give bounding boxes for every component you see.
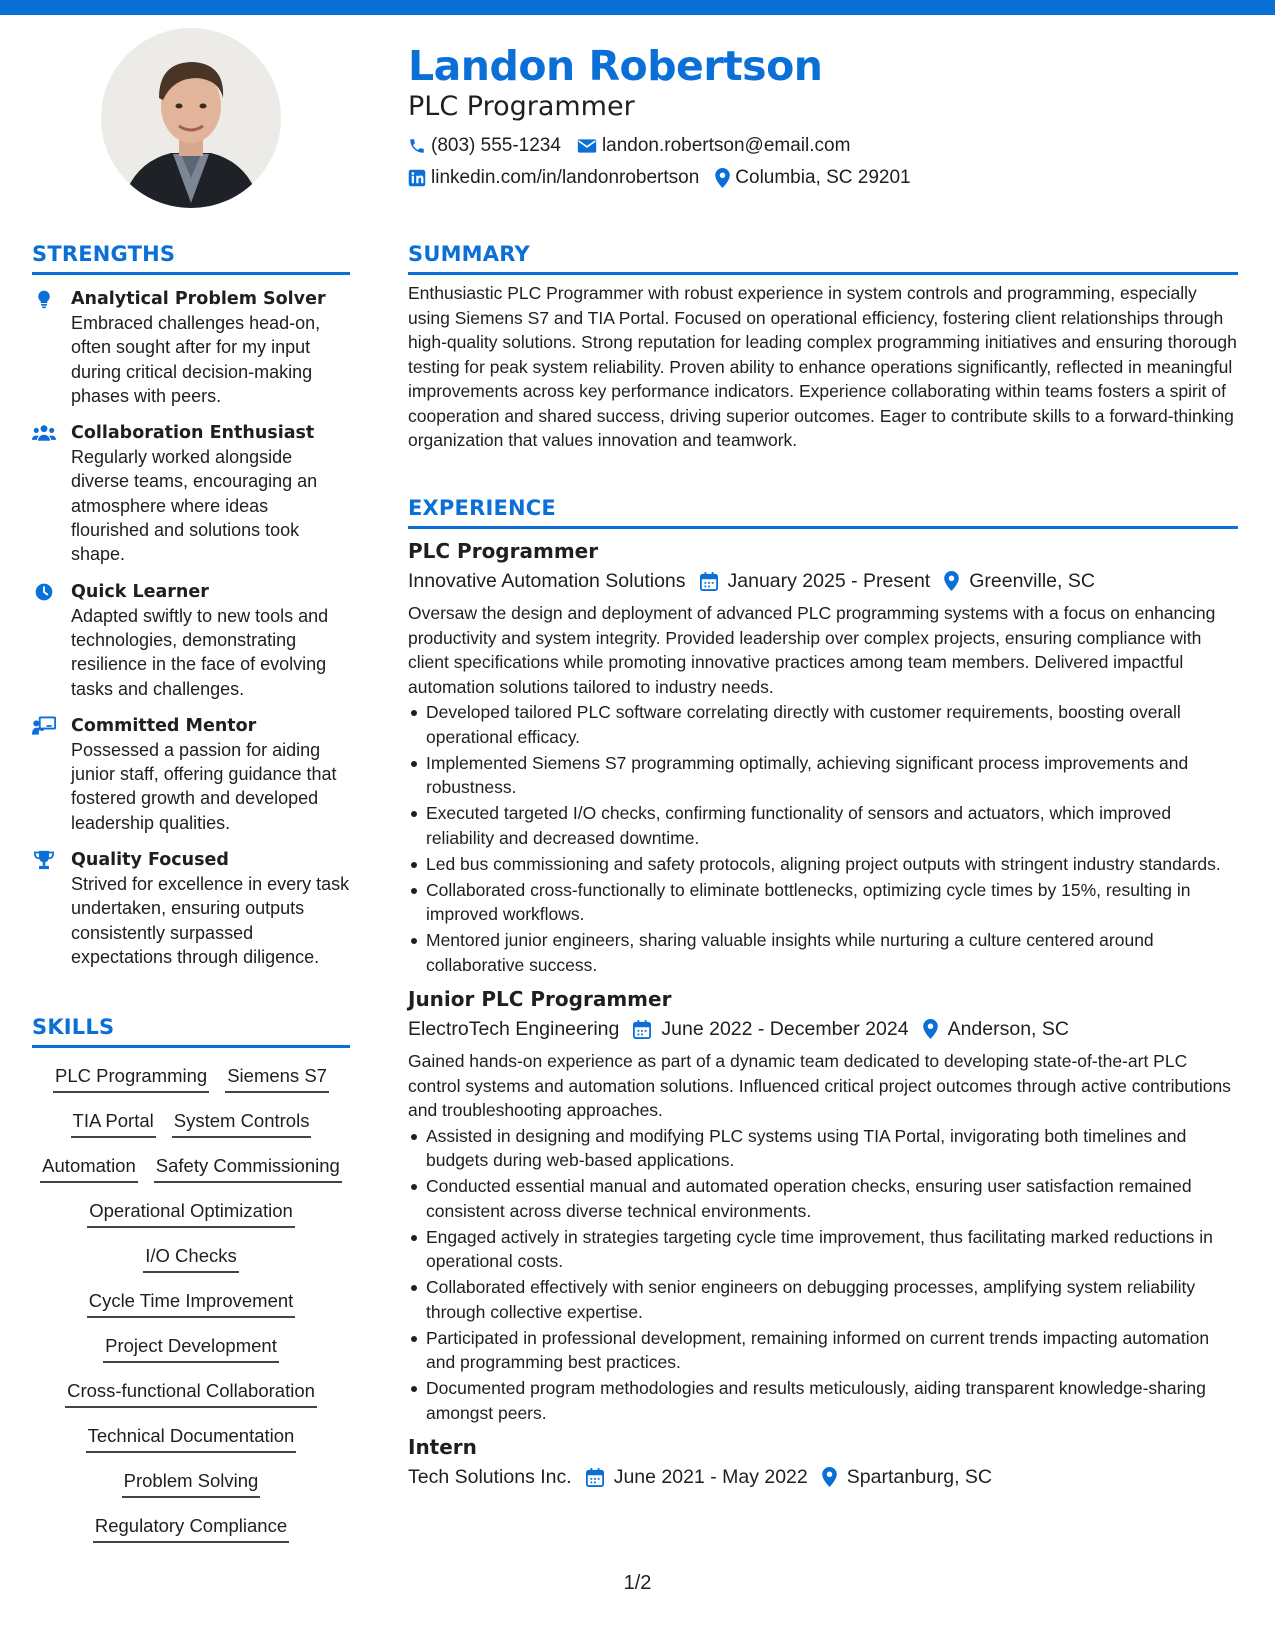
location	[715, 165, 910, 191]
skill-tag: PLC Programming	[53, 1063, 209, 1093]
job-entry	[408, 985, 1238, 1425]
section-rule	[408, 526, 1238, 529]
strengths-section	[32, 240, 350, 982]
strength-desc: Embraced challenges head-on, often sought after for my input during critical decision-making phases with peers.	[71, 313, 321, 406]
skill-tag: Regulatory Compliance	[93, 1513, 289, 1543]
list-item: Developed tailored PLC software correlating directly with customer requirements, boosting overall operational efficacy.	[426, 700, 1238, 749]
calendar-icon	[586, 1468, 604, 1487]
strength-item	[32, 848, 350, 969]
job-company: Innovative Automation Solutions	[408, 570, 686, 592]
list-item: Mentored junior engineers, sharing valuable insights while nurturing a culture centered around collaborative success.	[426, 928, 1238, 977]
strength-desc: Possessed a passion for aiding junior staff, offering guidance that fostered growth and developed leadership qualities.	[71, 739, 337, 833]
skill-tag: Siemens S7	[225, 1063, 329, 1093]
skill-tag: TIA Portal	[71, 1108, 156, 1138]
contact-row-1	[408, 130, 1228, 162]
candidate-name: Landon Robertson	[408, 42, 823, 90]
map-pin-icon	[944, 571, 959, 591]
job-entry	[408, 1433, 1238, 1491]
skill-tag: Safety Commissioning	[154, 1153, 342, 1183]
skill-tag: Automation	[40, 1153, 138, 1183]
email-text: landon.robertson@email.com	[601, 135, 851, 156]
skill-row	[32, 1063, 350, 1108]
map-pin-icon	[923, 1019, 938, 1039]
strength-title: Quick Learner	[71, 581, 209, 602]
strength-item	[32, 580, 350, 701]
list-item: Assisted in designing and modifying PLC systems using TIA Portal, invigorating both timelines and budgets during web-based applications.	[426, 1124, 1238, 1173]
strength-item	[32, 714, 350, 835]
list-item: Collaborated effectively with senior engineers on debugging processes, amplifying system reliability through collective expertise.	[426, 1275, 1238, 1324]
strength-title: Collaboration Enthusiast	[71, 423, 315, 444]
list-item: Executed targeted I/O checks, confirming functionality of sensors and actuators, which improved reliability and decreased downtime.	[426, 801, 1238, 850]
job-role: Junior PLC Programmer	[408, 987, 672, 1011]
job-bullets	[408, 700, 1238, 977]
experience-section	[408, 494, 1238, 1497]
experience-heading: EXPERIENCE	[408, 496, 556, 520]
clock-icon	[32, 582, 56, 602]
email[interactable]	[577, 133, 850, 159]
job-dates: January 2025 - Present	[727, 570, 931, 592]
job-role: Intern	[408, 1435, 477, 1459]
skills-heading-block	[32, 1013, 350, 1048]
chalkboard-teacher-icon	[32, 716, 56, 736]
skill-row	[32, 1468, 350, 1513]
summary-heading: SUMMARY	[408, 242, 530, 266]
strength-item	[32, 421, 350, 566]
skill-row	[32, 1153, 350, 1198]
section-rule	[408, 272, 1238, 275]
skill-tag: Project Development	[103, 1333, 279, 1363]
list-item: Participated in professional development, remaining informed on current trends impacting automation and programming best practices.	[426, 1326, 1238, 1375]
skill-tag: I/O Checks	[143, 1243, 239, 1273]
job-title: PLC Programmer	[408, 91, 635, 122]
skill-tag: Cross-functional Collaboration	[65, 1378, 317, 1408]
skill-row	[32, 1108, 350, 1153]
profile-photo	[101, 28, 281, 208]
location-text: Columbia, SC 29201	[735, 167, 911, 188]
job-meta	[408, 1015, 1238, 1043]
section-rule	[32, 1045, 350, 1048]
skill-row	[32, 1333, 350, 1378]
job-role: PLC Programmer	[408, 539, 599, 563]
list-item: Led bus commissioning and safety protocols, aligning project outputs with stringent industry standards.	[426, 852, 1238, 877]
skill-tag: Operational Optimization	[87, 1198, 295, 1228]
job-location: Anderson, SC	[947, 1018, 1069, 1040]
skill-tag: Cycle Time Improvement	[87, 1288, 296, 1318]
strength-title: Analytical Problem Solver	[71, 289, 326, 309]
summary-section	[408, 240, 1238, 453]
job-company: Tech Solutions Inc.	[408, 1466, 572, 1488]
job-company: ElectroTech Engineering	[408, 1018, 620, 1040]
job-summary: Gained hands-on experience as part of a dynamic team dedicated to developing state-of-the-art PLC control systems and automation solutions. Influenced critical project outcomes through active contributions and troubleshooting approaches.	[408, 1051, 1231, 1120]
skill-tag: Problem Solving	[122, 1468, 261, 1498]
strength-desc: Strived for excellence in every task undertaken, ensuring outputs consistently surpassed expectations through diligence.	[71, 874, 350, 967]
skills-heading: SKILLS	[32, 1015, 115, 1039]
skill-row	[32, 1288, 350, 1333]
skill-tag: System Controls	[172, 1108, 312, 1138]
list-item: Engaged actively in strategies targeting cycle time improvement, thus facilitating marked reductions in operational costs.	[426, 1225, 1238, 1274]
phone[interactable]	[408, 133, 561, 159]
job-location: Spartanburg, SC	[846, 1466, 993, 1488]
strength-item	[32, 287, 350, 408]
strength-desc: Regularly worked alongside diverse teams, encouraging an atmosphere where ideas flourished and solutions took shape.	[71, 447, 318, 565]
strength-title: Quality Focused	[71, 850, 229, 871]
top-accent-bar	[0, 0, 1275, 15]
skill-tag: Technical Documentation	[86, 1423, 297, 1453]
list-item: Conducted essential manual and automated operation checks, ensuring user satisfaction remained consistent across diverse technical environments.	[426, 1174, 1238, 1223]
contact-row-2	[408, 162, 1228, 194]
skill-row	[32, 1423, 350, 1468]
skill-row	[32, 1243, 350, 1288]
linkedin-text: linkedin.com/in/landonrobertson	[431, 167, 700, 188]
map-pin-icon	[715, 168, 730, 188]
skill-row	[32, 1378, 350, 1423]
skill-row	[32, 1513, 350, 1558]
job-summary: Oversaw the design and deployment of advanced PLC programming systems with a focus on enhancing productivity and system integrity. Provided leadership over complex projects, ensuring compliance with client specifications while promoting innovative practices among team members. Delivered impactful automation solutions tailored to industry needs.	[408, 603, 1216, 697]
summary-text: Enthusiastic PLC Programmer with robust experience in system controls and programming, especially using Siemens S7 and TIA Portal. Focused on operational efficiency, fostering client relationships through high-quality solutions. Strong reputation for leading complex programming initiatives and ensuring thorough testing for peak system reliability. Proven ability to enhance operations significantly, reflected in meaningful improvements across key performance indicators. Experience collaborating within teams fosters a spirit of cooperation and shared success, driving superior outcomes. Eager to contribute skills to a forward-thinking organization that values innovation and teamwork.	[408, 283, 1237, 450]
linkedin[interactable]	[408, 165, 699, 191]
job-location: Greenville, SC	[969, 570, 1095, 592]
job-entry	[408, 537, 1238, 977]
strength-title: Committed Mentor	[71, 715, 257, 736]
strength-desc: Adapted swiftly to new tools and technologies, demonstrating resilience in the face of evolving tasks and challenges.	[71, 605, 329, 699]
phone-text: (803) 555-1234	[431, 135, 561, 156]
job-dates: June 2022 - December 2024	[661, 1018, 909, 1040]
strengths-heading: STRENGTHS	[32, 242, 176, 266]
header	[408, 42, 1228, 194]
list-item: Implemented Siemens S7 programming optimally, achieving significant process improvements and robustness.	[426, 751, 1238, 800]
skills-list	[32, 1063, 350, 1558]
map-pin-icon	[822, 1467, 837, 1487]
envelope-icon	[577, 138, 597, 154]
page-number: 1/2	[623, 1572, 652, 1594]
job-meta	[408, 1463, 1238, 1491]
skill-row	[32, 1198, 350, 1243]
linkedin-icon	[408, 169, 426, 187]
calendar-icon	[633, 1020, 651, 1039]
users-icon	[32, 423, 56, 443]
phone-icon	[408, 137, 426, 155]
calendar-icon	[700, 572, 718, 591]
job-meta	[408, 567, 1238, 595]
list-item: Collaborated cross-functionally to eliminate bottlenecks, optimizing cycle times by 15%, resulting in improved workflows.	[426, 878, 1238, 927]
job-dates: June 2021 - May 2022	[613, 1466, 808, 1488]
job-bullets	[408, 1124, 1238, 1426]
list-item: Documented program methodologies and results meticulously, aiding transparent knowledge-sharing amongst peers.	[426, 1376, 1238, 1425]
lightbulb-icon	[32, 289, 56, 309]
trophy-icon	[32, 850, 56, 870]
